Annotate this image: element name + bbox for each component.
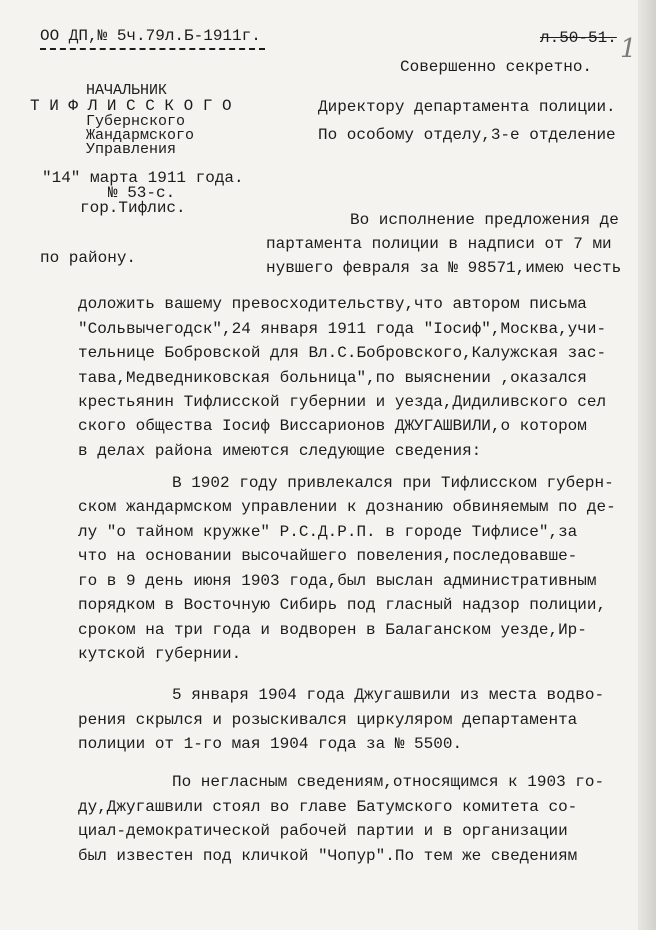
body-line: в делах района имеются следующие сведения: [78,442,482,460]
folio-number: л.50-51. [540,29,617,47]
body-line: нувшего февраля за № 98571,имею честь [266,259,622,277]
sender-title: НАЧАЛЬНИК [86,82,168,99]
body-line: 5 января 1904 года Джугашвили из места водво- [172,686,605,704]
recipient-line-2: По особому отделу,3-е отделение [318,126,616,144]
side-note-by-district: по району. [40,249,137,267]
sender-line-gubernia: Губернского [86,113,186,130]
body-line: сроком на три года и водворен в Балаганском уезде,Ир- [78,621,587,639]
body-line: ду,Джугашвили стоял во главе Батумского комитета со- [78,798,578,816]
body-line: доложить вашему превосходительству,что автором письма [78,295,587,313]
body-line: тава,Медведниковская больница",по выяснении ,оказался [78,369,587,387]
body-line: что на основании высочайшего повеления,последовавше- [78,547,578,565]
body-line: Во исполнение предложения де [350,211,619,229]
body-line: "Сольвычегодск",24 января 1911 года "Іосиф",Москва,учи- [78,320,607,338]
document-city: гор.Тифлис. [80,199,186,217]
recipient-line-1: Директору департамента полиции. [318,98,616,116]
body-line: полиции от 1-го мая 1904 года за № 5500. [78,735,463,753]
archive-reference: ОО ДП,№ 5ч.79л.Б-1911г. [40,27,261,45]
body-line: лу "о тайном кружке" Р.С.Д.Р.П. в городе Тифлисе",за [78,523,578,541]
body-line: партамента полиции в надписи от 7 ми [266,235,612,253]
body-line: крестьянин Тифлисской губернии и уезда,Дидиливского сел [78,393,607,411]
sender-city: Т И Ф Л И С С К О Г О [30,97,232,115]
body-line: циал-демократической рабочей партии и в организации [78,822,568,840]
document-date: "14" марта 1911 года. [42,169,244,187]
body-line: ском жандармском управлении к дознанию обвиняемым по де- [78,498,616,516]
body-line: го в 9 день июня 1903 года,был выслан административным [78,572,597,590]
pencil-page-mark: 1 [620,34,637,64]
sender-line-directorate: Управления [86,141,177,158]
body-line: рения скрылся и розыскивался циркуляром департамента [78,711,578,729]
classification-stamp: Совершенно секретно. [400,58,593,76]
reference-underline [40,48,265,50]
sender-line-gendarme: Жандармского [86,127,195,144]
body-line: был известен под кличкой "Чопур".По тем же сведениям [78,847,578,865]
body-line: порядком в Восточную Сибирь под гласный надзор полиции, [78,596,607,614]
document-number: № 53-с. [108,184,176,202]
scan-edge [638,0,656,930]
body-line: В 1902 году привлекался при Тифлисском губерн- [172,474,614,492]
body-line: тельнице Бобровской для Вл.С.Бобровского,Калужская зас- [78,344,607,362]
body-line: По негласным сведениям,относящимся к 1903 го- [172,773,605,791]
body-line: кутской губернии. [78,645,242,663]
body-line: ского общества Іосиф Виссарионов ДЖУГАШВИЛИ,о котором [78,417,587,435]
